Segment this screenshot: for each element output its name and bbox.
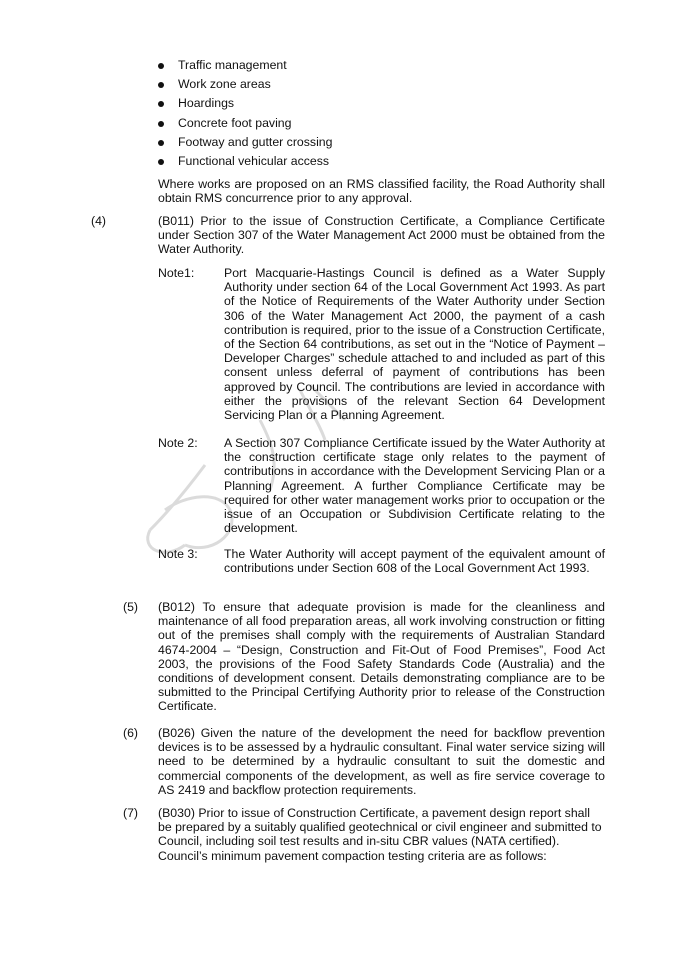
bullet-icon — [158, 121, 164, 127]
condition-text: (B026) Given the nature of the development the need for backflow prevention devices is to be assessed by a hydraulic consultant. Final water service sizing will need to be determined by a hydraulic consultant to suit the domestic and commercial components of the development, as well as fire service coverage to AS 2419 and backflow protection requirements. — [158, 726, 605, 797]
condition-text: (B011) Prior to the issue of Construction Certificate, a Compliance Certificate under Section 307 of the Water Management Act 2000 must be obtained from the Water Authority. — [158, 214, 605, 257]
bullet-icon — [158, 63, 164, 69]
note-text: The Water Authority will accept payment of the equivalent amount of contributions under Section 608 of the Local Government Act 1993. — [224, 547, 605, 576]
note-text: Port Macquarie-Hastings Council is defined as a Water Supply Authority under section 64 of the Local Government Act 1993. As part of the Notice of Requirements of the Water Authority under Section 306 of the Water Management Act 2000, the payment of a cash contribution is required, prior to the issue of a Construction Certificate, of the Section 64 contributions, as set out in the “Notice of Payment – Developer Charges” schedule attached to and included as part of this consent unless deferral of payment of contributions has been approved by Council. The contributions are levied in accordance with either the provisions of the relevant Section 64 Development Servicing Plan or a Planning Agreement. — [224, 266, 605, 423]
list-item: Traffic management — [178, 58, 287, 72]
condition-number: (5) — [123, 600, 139, 614]
list-item: Footway and gutter crossing — [178, 135, 333, 149]
list-item: Hoardings — [178, 96, 235, 110]
note-label: Note1: — [158, 266, 195, 280]
note-label: Note 2: — [158, 436, 198, 450]
condition-number: (4) — [91, 214, 107, 228]
bullet-icon — [158, 159, 164, 165]
rms-paragraph: Where works are proposed on an RMS classified facility, the Road Authority shall obtain RMS concurrence prior to any approval. — [158, 177, 605, 206]
bullet-icon — [158, 101, 164, 107]
bullet-icon — [158, 82, 164, 88]
bullet-icon — [158, 140, 164, 146]
condition-number: (7) — [123, 806, 139, 820]
list-item: Concrete foot paving — [178, 116, 292, 130]
note-label: Note 3: — [158, 547, 198, 561]
condition-text: (B012) To ensure that adequate provision is made for the cleanliness and maintenance of all food preparation areas, all work involving construction or fitting out of the premises shall comply with the requirements of Australian Standard 4674-2004 – “Design, Construction and Fit-Out of Food Premises”, Food Act 2003, the provisions of the Food Safety Standards Code (Australia) and the conditions of development consent. Details demonstrating compliance are to be submitted to the Principal Certifying Authority prior to release of the Construction Certificate. — [158, 600, 605, 714]
list-item: Functional vehicular access — [178, 154, 330, 168]
condition-number: (6) — [123, 726, 139, 740]
note-text: A Section 307 Compliance Certificate issued by the Water Authority at the construction certificate stage only relates to the payment of contributions in accordance with the Development Servicing Plan or a Planning Agreement. A further Compliance Certificate may be required for other water management works prior to occupation or the issue of an Occupation or Subdivision Certificate relating to the development. — [224, 436, 605, 536]
condition-text: (B030) Prior to issue of Construction Certificate, a pavement design report shall be prepared by a suitably qualified geotechnical or civil engineer and submitted to Council, including soil test results and in-situ CBR values (NATA certified). Council’s minimum pavement compaction testing criteria are as follows: — [158, 806, 602, 863]
list-item: Work zone areas — [178, 77, 271, 91]
